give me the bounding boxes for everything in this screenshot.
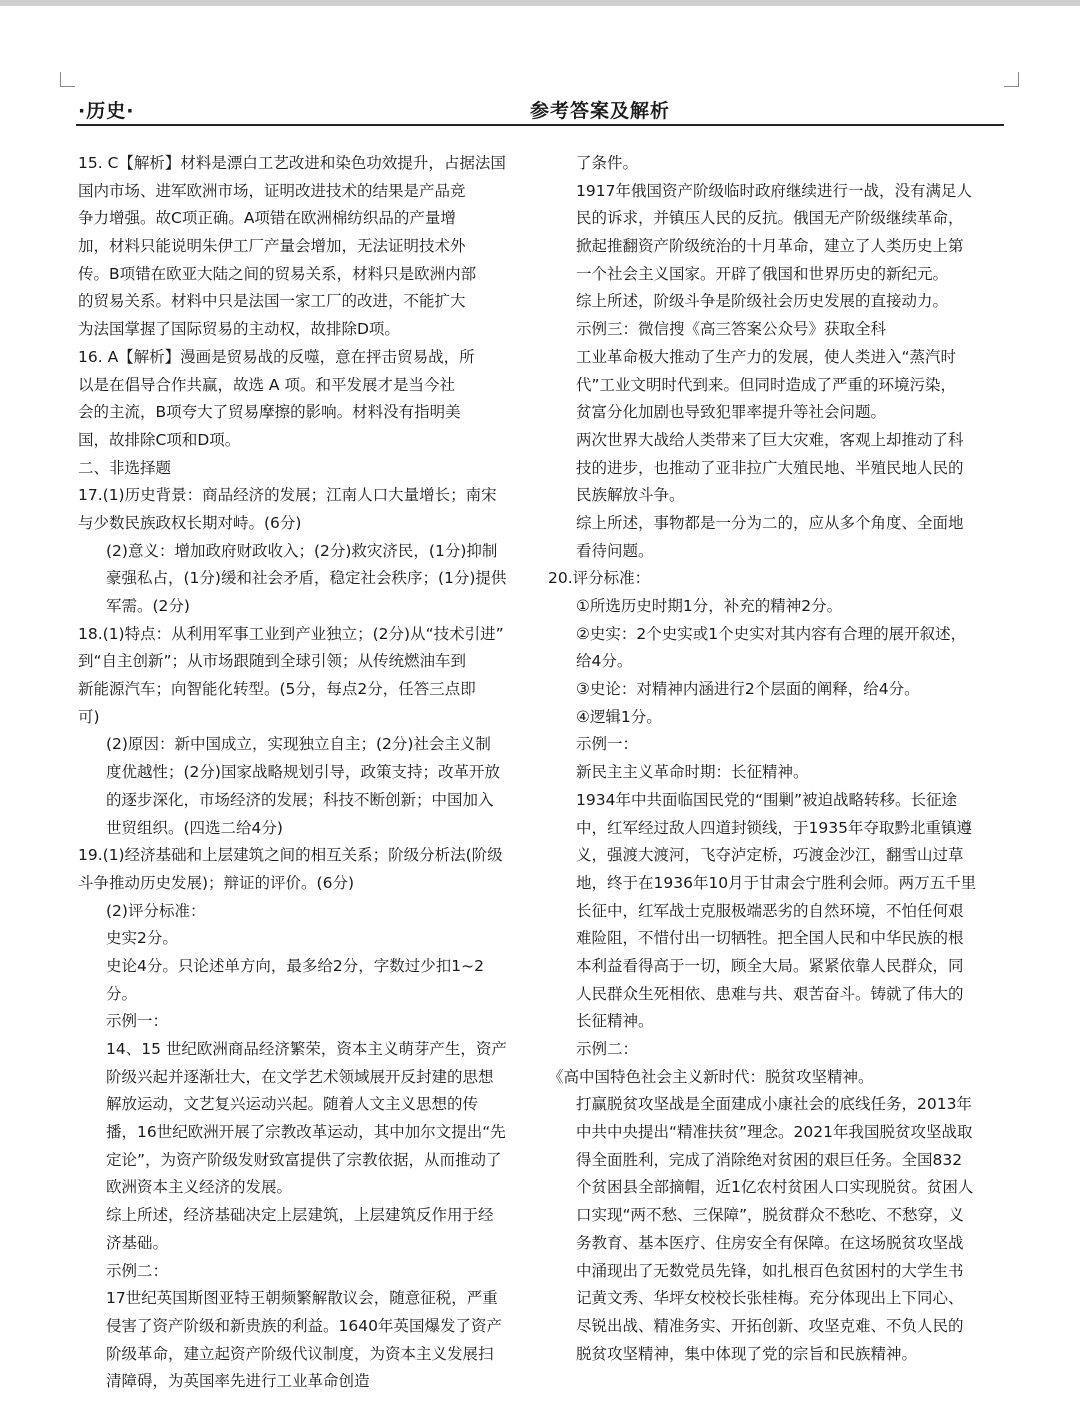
text-line: 史实2分。 (106, 929, 178, 948)
text-line: 记黄文秀、华坪女校校长张桂梅。充分体现出上下同心、 (576, 1289, 964, 1308)
text-line: 清障碍，为英国率先进行工业革命创造 (106, 1372, 370, 1391)
text-line: 阶级兴起并逐渐壮大，在文学艺术领域展开反封建的思想 (106, 1067, 494, 1086)
text-line: 难险阻，不惜付出一切牺牲。把全国人民和中华民族的根 (576, 929, 964, 948)
text-line: 国，故排除C项和D项。 (78, 430, 241, 449)
left-column (78, 150, 534, 1396)
text-line: ①所选历史时期1分，补充的精神2分。 (576, 597, 843, 615)
text-line: 15. C【解析】材料是漂白工艺改进和染色功效提升，占据法国 (78, 154, 506, 172)
text-line: 民族解放斗争。 (576, 486, 685, 505)
text-line: 14、15 世纪欧洲商品经济繁荣，资本主义萌芽产生，资产 (106, 1040, 507, 1058)
text-line: 新能源汽车；向智能化转型。(5分，每点2分，任答三点即 (78, 680, 476, 699)
text-line: 代”工业文明时代到来。但同时造成了严重的环境污染， (576, 375, 957, 394)
text-line: 史论4分。只论述单方向，最多给2分，字数过少扣1~2 (106, 956, 484, 975)
text-line: 阶级革命，建立起资产阶级代议制度，为资本主义发展扫 (106, 1344, 494, 1363)
text-line: 掀起推翻资产阶级统治的十月革命，建立了人类历史上第 (576, 237, 964, 256)
text-line: 到“自主创新”；从市场跟随到全球引领；从传统燃油车到 (78, 652, 467, 671)
text-line: 口实现“两不愁、三保障”，脱贫群众不愁吃、不愁穿，义 (576, 1206, 965, 1225)
text-line: 传。B项错在欧亚大陆之间的贸易关系，材料只是欧洲内部 (78, 264, 477, 283)
text-line: (2)评分标准： (106, 901, 206, 920)
text-line: 个贫困县全部摘帽，近1亿农村贫困人口实现脱贫。贫困人 (576, 1178, 974, 1197)
text-line: 脱贫攻坚精神，集中体现了党的宗旨和民族精神。 (576, 1344, 918, 1363)
crop-mark-top-right (1004, 72, 1019, 87)
text-line: 会的主流，B项夸大了贸易摩擦的影响。材料没有指明美 (78, 403, 461, 422)
text-line: 17.(1)历史背景：商品经济的发展；江南人口大量增长；南宋 (78, 486, 497, 505)
text-line: 为法国掌握了国际贸易的主动权，故排除D项。 (78, 320, 400, 339)
text-line: 豪强私占，(1分)缓和社会矛盾，稳定社会秩序；(1分)提供 (106, 569, 507, 588)
text-line: ②史实：2个史实或1个史实对其内容有合理的展开叙述， (576, 624, 967, 643)
text-line: 以是在倡导合作共赢，故选 A 项。和平发展才是当今社 (78, 375, 455, 394)
text-line: 示例一： (576, 735, 639, 754)
text-line: 加，材料只能说明朱伊工厂产量会增加，无法证明技术外 (78, 237, 466, 256)
text-line: 示例二： (576, 1040, 639, 1058)
text-line: 示例二： (106, 1261, 169, 1280)
text-line: 欧洲资本主义经济的发展。 (106, 1178, 293, 1197)
text-line: 与少数民族政权长期对峙。(6分) (78, 513, 302, 532)
text-line: 中共中央提出“精准扶贫”理念。2021年我国脱贫攻坚战取 (576, 1123, 973, 1142)
text-line: 了条件。 (576, 154, 639, 172)
text-line: 军需。(2分) (106, 597, 190, 615)
text-line: 二、非选择题 (78, 458, 172, 477)
text-line: 斗争推动历史发展)；辩证的评价。(6分) (78, 873, 355, 892)
text-line: (2)意义：增加政府财政收入；(2分)救灾济民，(1分)抑制 (106, 541, 498, 560)
text-line: 综上所述，经济基础决定上层建筑，上层建筑反作用于经 (106, 1206, 494, 1225)
text-line: 长征精神。 (576, 1012, 654, 1031)
text-line: 1934年中共面临国民党的“围剿”被迫战略转移。长征途 (576, 790, 958, 809)
text-line: 国内市场、进军欧洲市场，证明改进技术的结果是产品竞 (78, 181, 466, 200)
text-line: ④逻辑1分。 (576, 707, 662, 726)
crop-mark-top-left (60, 72, 75, 87)
text-line: 侵害了资产阶级和新贵族的利益。1640年英国爆发了资产 (106, 1316, 502, 1335)
header-rule (76, 124, 1004, 126)
text-line: 的贸易关系。材料中只是法国一家工厂的改进，不能扩大 (78, 292, 466, 311)
text-line: (2)原因：新中国成立，实现独立自主；(2分)社会主义制 (106, 735, 491, 754)
text-line: 本利益看得高于一切，顾全大局。紧紧依靠人民群众，同 (576, 956, 964, 975)
text-line: 新民主主义革命时期：长征精神。 (576, 763, 809, 782)
text-line: 综上所述，事物都是一分为二的，应从多个角度、全面地 (576, 513, 964, 532)
text-line: 人民群众生死相依、患难与共、艰苦奋斗。铸就了伟大的 (576, 984, 964, 1003)
text-line: 看待问题。 (576, 541, 654, 560)
text-line: 尽锐出战、精准务实、开拓创新、攻坚克难、不负人民的 (576, 1316, 964, 1335)
text-line: 义，强渡大渡河，飞夺泸定桥，巧渡金沙江，翻雪山过草 (576, 846, 964, 865)
text-line: 《高中国特色社会主义新时代：脱贫攻坚精神。 (548, 1067, 874, 1086)
text-line: 世贸组织。(四选二给4分) (106, 818, 283, 837)
text-line: 17世纪英国斯图亚特王朝频繁解散议会，随意征税，严重 (106, 1289, 498, 1308)
text-line: 打赢脱贫攻坚战是全面建成小康社会的底线任务，2013年 (576, 1095, 972, 1114)
text-line: 1917年俄国资产阶级临时政府继续进行一战，没有满足人 (576, 181, 972, 200)
text-line: 16. A【解析】漫画是贸易战的反噬，意在抨击贸易战，所 (78, 347, 475, 366)
text-line: 可) (78, 707, 100, 726)
text-line: 工业革命极大推动了生产力的发展，使人类进入“蒸汽时 (576, 347, 957, 366)
text-line: 济基础。 (106, 1233, 169, 1252)
text-line: 20.评分标准： (548, 569, 651, 588)
text-line: 争力增强。故C项正确。A项错在欧洲棉纺织品的产量增 (78, 209, 456, 228)
text-line: ③史论：对精神内涵进行2个层面的阐释，给4分。 (576, 680, 920, 699)
header-subject: ·历史· (78, 100, 135, 122)
text-line: 的逐步深化，市场经济的发展；科技不断创新；中国加入 (106, 790, 494, 809)
text-line: 综上所述，阶级斗争是阶级社会历史发展的直接动力。 (576, 292, 949, 311)
text-line: 技的进步，也推动了亚非拉广大殖民地、半殖民地人民的 (576, 458, 964, 477)
text-line: 播，16世纪欧洲开展了宗教改革运动，其中加尔文提出“先 (106, 1123, 506, 1142)
text-line: 给4分。 (576, 652, 633, 671)
text-line: 长征中，红军战士克服极端恶劣的自然环境，不怕任何艰 (576, 901, 964, 920)
text-line: 示例一： (106, 1012, 169, 1031)
text-line: 地，终于在1936年10月于甘肃会宁胜利会师。两万五千里 (576, 873, 977, 892)
text-line: 度优越性；(2分)国家战略规划引导，政策支持；改革开放 (106, 763, 500, 782)
text-line: 18.(1)特点：从利用军事工业到产业独立；(2分)从“技术引进” (78, 624, 504, 643)
text-line: 民的诉求，并镇压人民的反抗。俄国无产阶级继续革命， (576, 209, 964, 228)
text-line: 贫富分化加剧也导致犯罪率提升等社会问题。 (576, 403, 887, 422)
text-line: 分。 (106, 984, 138, 1003)
top-bar (0, 0, 1080, 6)
right-column (548, 150, 1003, 1368)
text-line: 务教育、基本医疗、住房安全有保障。在这场脱贫攻坚战 (576, 1233, 964, 1252)
text-line: 19.(1)经济基础和上层建筑之间的相互关系；阶级分析法(阶级 (78, 846, 503, 865)
text-line: 一个社会主义国家。开辟了俄国和世界历史的新纪元。 (576, 264, 949, 283)
text-line: 中，红军经过敌人四道封锁线，于1935年夺取黔北重镇遵 (576, 818, 972, 837)
text-line: 示例三：微信搜《高三答案公众号》获取全科 (576, 320, 887, 339)
text-line: 中涌现出了无数党员先锋，如扎根百色贫困村的大学生书 (576, 1261, 964, 1280)
header-title: 参考答案及解析 (530, 100, 671, 122)
text-line: 定论”，为资产阶级发财致富提供了宗教依据，从而推动了 (106, 1150, 502, 1169)
text-line: 解放运动，文艺复兴运动兴起。随着人文主义思想的传 (106, 1095, 479, 1114)
text-line: 两次世界大战给人类带来了巨大灾难，客观上却推动了科 (576, 430, 964, 449)
text-line: 得全面胜利，完成了消除绝对贫困的艰巨任务。全国832 (576, 1150, 963, 1169)
